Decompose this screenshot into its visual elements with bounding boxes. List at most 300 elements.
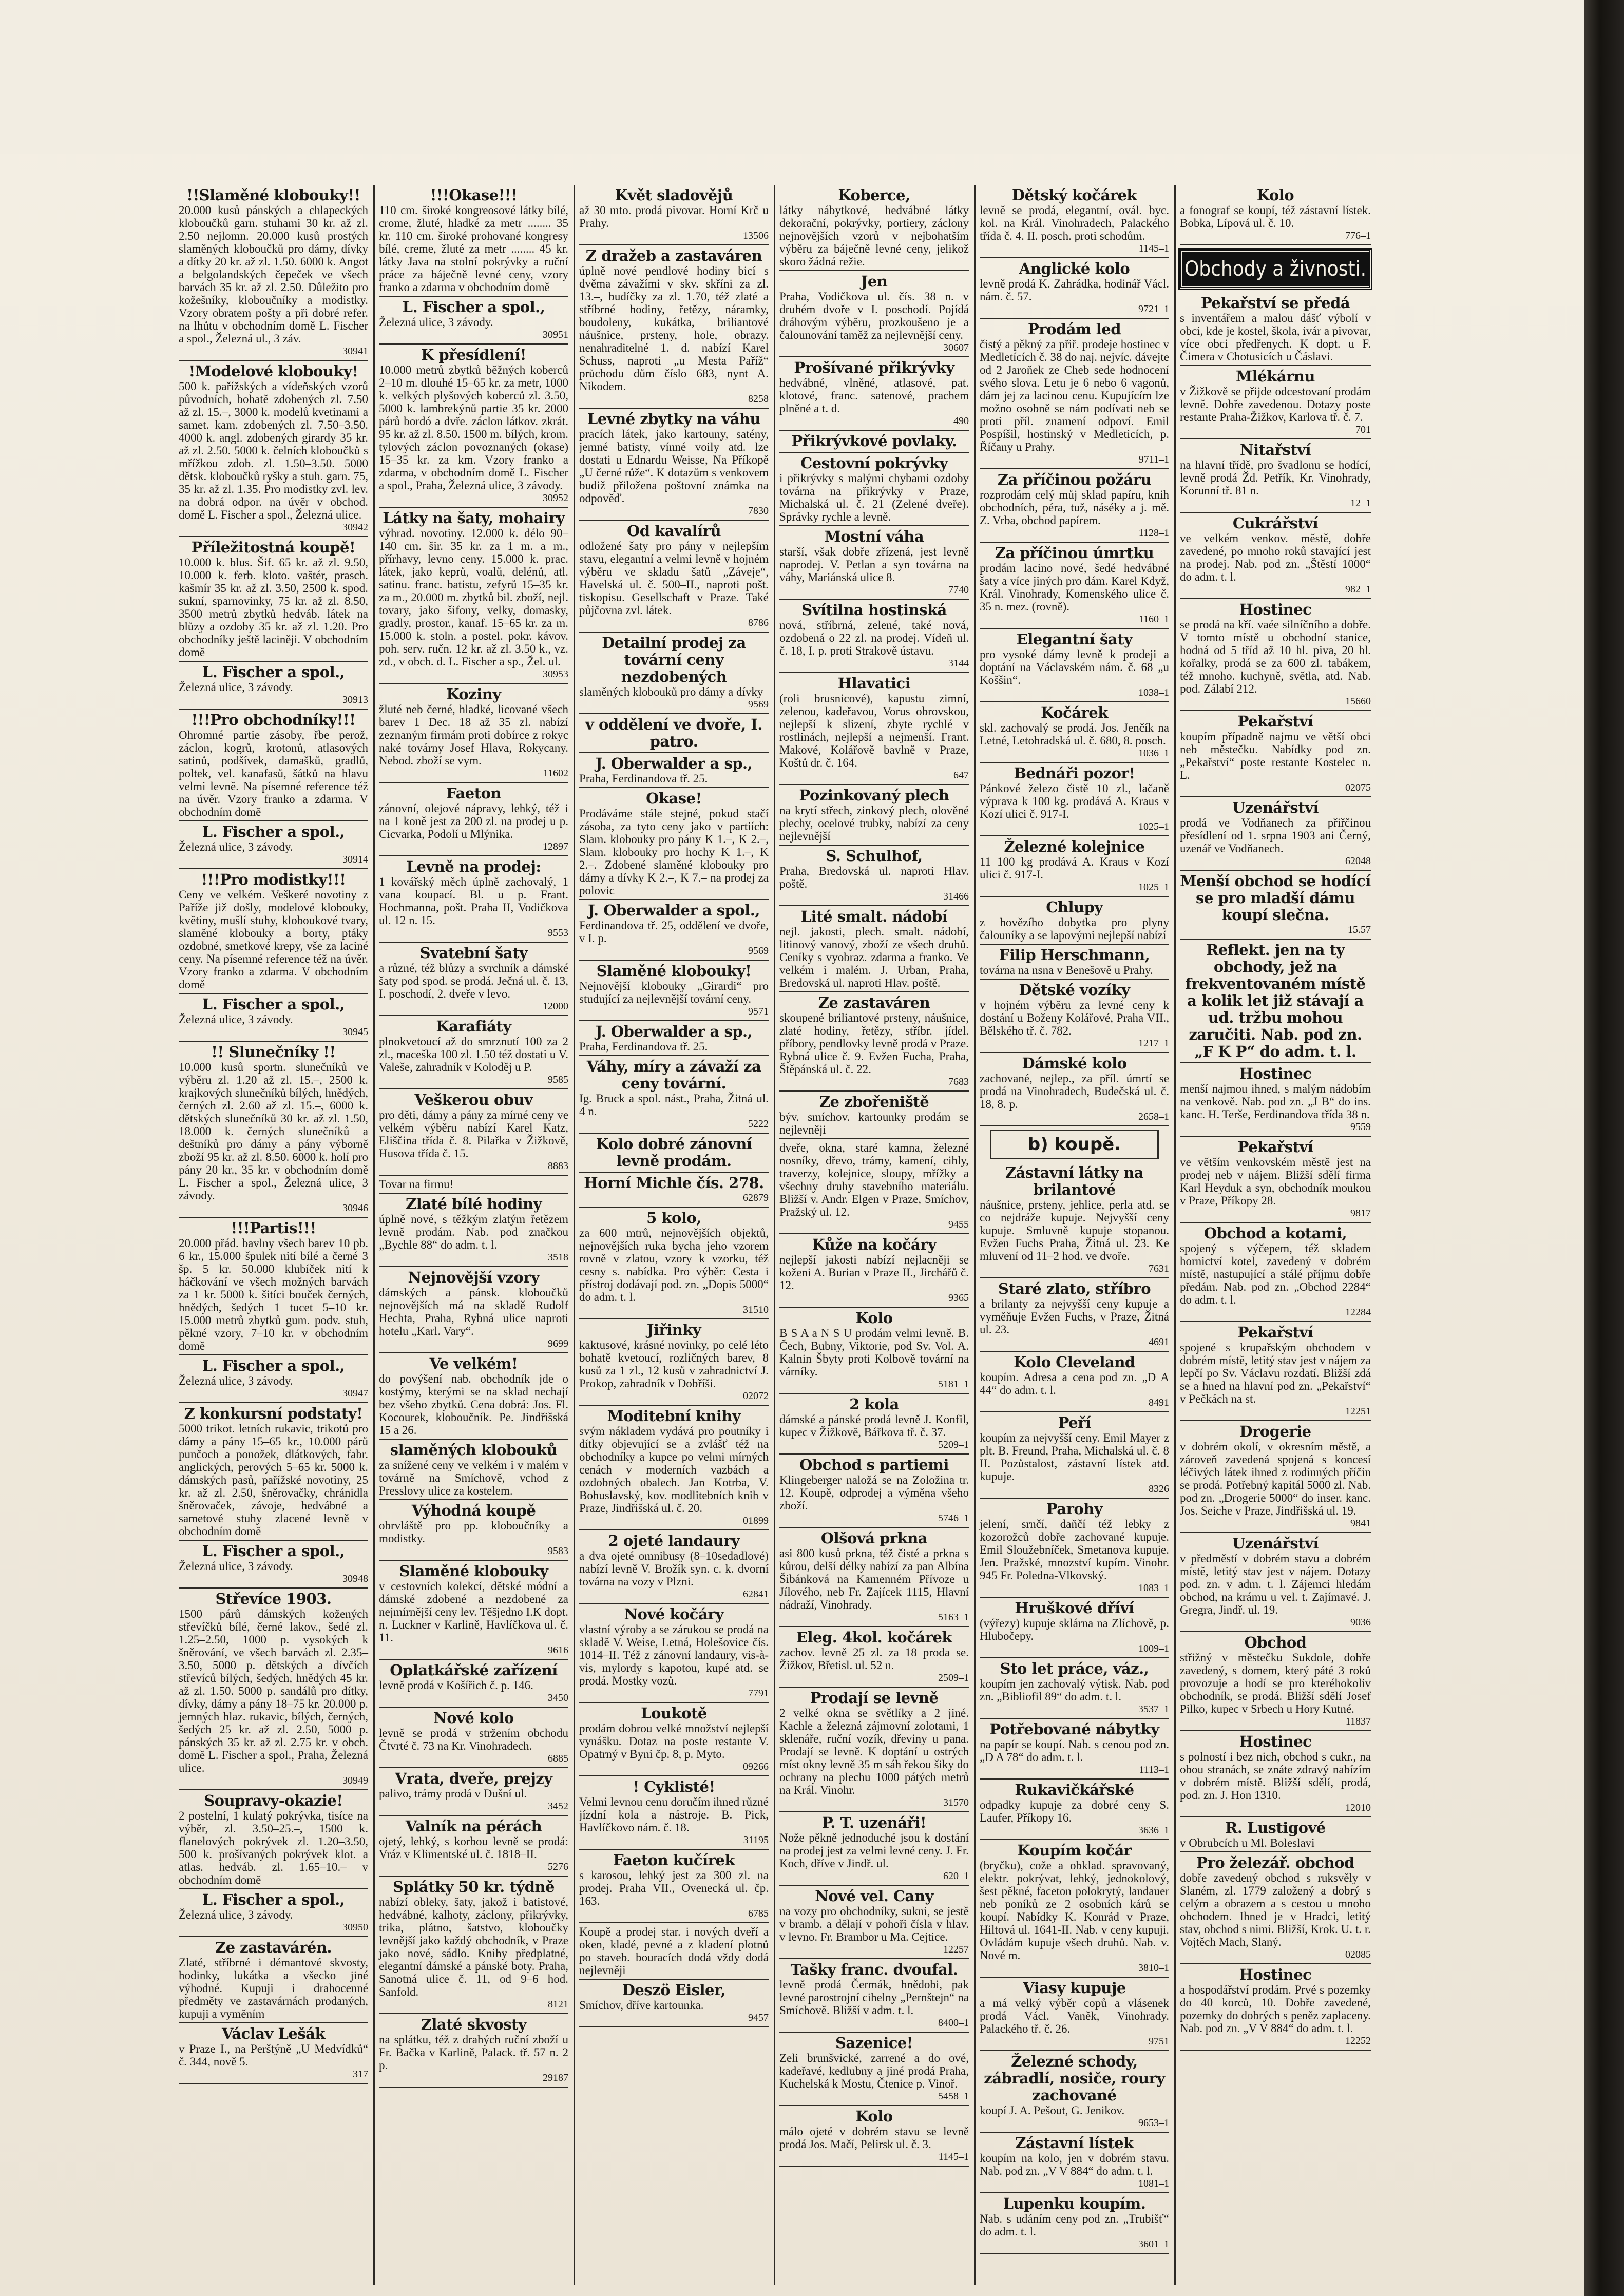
ad-reference-number: 8786	[748, 617, 769, 628]
ad-headline: L. Fischer a spol.,	[202, 1542, 345, 1560]
ad-reference-number: 15.57	[1348, 924, 1371, 935]
ad-body: levně se prodá v stržením obchodu Čtvrté č. 73 na Kr. Vinohradech.	[379, 1727, 568, 1752]
ad-reference-number: 9457	[748, 2012, 769, 2023]
ad-reference-number: 1145–1	[938, 2151, 969, 2163]
classified-ad	[980, 1598, 1169, 1658]
ad-body: 2 postelní, 1 kulatý pokrývka, tisíce na výběr, zl. 3.50–25.–, 1500 k. flanelových pokrývek zl. 1.20–3.50, 500 k. prošívaných pokrývek klot. a atlas. hedváb. zl. 1.65–10.– v obchodním domě	[179, 1809, 368, 1886]
ad-reference-number: 12897	[543, 841, 568, 852]
classified-ad	[379, 1089, 568, 1176]
ad-headline: Zástavní lístek	[1015, 2134, 1134, 2152]
classified-ad	[779, 1688, 969, 1812]
ad-body: 10.000 metrů zbytků běžných koberců 2–10 m. dlouhé 15–65 kr. za metr, 1000 k. velkých plyšových koberců zl. 3.50, 5000 k. lambrekýnů partie 35 kr. 2000 párů bordó a dvře. záclon látkov. zkrát. 95 kr. až zl. 8.50. 1500 m. bílých, krom. tylových záclon povoznaných (okase) 15–35 kr. za km. Vzory franko a zdarma, v obchodním domě L. Fischer a spol., Praha, Železná ulice, 3 závody.	[379, 363, 568, 492]
ad-reference-number: 4691	[1149, 1336, 1169, 1348]
ad-headline: Peří	[1058, 1414, 1091, 1431]
ad-headline: !Modelové klobouky!	[188, 362, 358, 380]
ad-body: Ferdinandova tř. 25, oddělení ve dvoře, v I. p.	[579, 919, 769, 945]
ad-headline: Slaměné klobouky!	[596, 962, 752, 980]
classified-ad	[579, 521, 769, 633]
ad-reference-number: 3144	[948, 658, 969, 669]
classified-columns	[175, 185, 1584, 2285]
ad-body: v dobrém okolí, v okresním městě, a zároveň zavedená spojená s koncesí léčivých látek ihned z rodinných příčin se prodá. Potřebný kapitál 5000 zl. Nab. pod zn. „Drogerie 5000“ do inser. kanc. Jos. Seiche v Praze, Jindřišská ul. 19.	[1180, 1440, 1371, 1517]
ad-body: s karosou, lehký jest za 300 zl. na prodej. Praha VII., Ovenecká ul. čp. 163.	[579, 1869, 769, 1907]
ad-body: slaměných klobouků pro dámy a dívky	[579, 685, 763, 698]
classified-ad	[779, 185, 969, 271]
ad-headline: Drogerie	[1239, 1423, 1311, 1440]
ad-headline: Cestovní pokrývky	[800, 454, 948, 472]
ad-reference-number: 12–1	[1350, 498, 1371, 509]
ad-body: levně prodá v Košířich č. p. 146.	[379, 1679, 533, 1692]
ad-reference-number: 1025–1	[1138, 821, 1169, 832]
classified-ad	[179, 1218, 368, 1355]
classified-ad	[779, 1139, 969, 1234]
ad-headline: Olšová prkna	[820, 1529, 928, 1547]
classified-ad	[379, 185, 568, 297]
classified-ad	[1180, 940, 1371, 1063]
ad-headline: Příležitostná koupě!	[191, 539, 356, 556]
ad-reference-number: 8400–1	[938, 2017, 969, 2029]
ad-reference-number: 490	[953, 415, 969, 427]
ad-reference-number: 8491	[1149, 1397, 1169, 1408]
ad-body: koupí J. A. Pešout, G. Jenikov.	[980, 2104, 1125, 2117]
ad-body: pro vysoké dámy levně k prodeji a doptání na Václavském nám. č. 68 „u Koššin“.	[980, 648, 1169, 686]
ad-body: 20.000 přád. bavlny všech barev 10 pb. 6 kr., 15.000 špulek nití bílé a černé 3 šp. 5 kr. 50.000 klubíček nití k háčkování ve všech možných barvách za 1 kr. 5000 k. šitíci bouček černých, hnědých, šedých 1 tucet 5–10 kr. 15.000 metrů zbytků gum. podv. stuh, pěkné vzory, 7–10 kr. v obchodním domě	[179, 1237, 368, 1352]
classified-ad	[779, 992, 969, 1092]
ad-reference-number: 31570	[943, 1797, 969, 1808]
classified-ad	[1180, 1223, 1371, 1322]
ad-body: Tovar na firmu!	[379, 1178, 454, 1191]
ad-body: spojené s krupařským obchodem v dobrém místě, letitý stav jest v nájem za lepčí po Sv. Václavu rozdatí. Bližší zdá se a hned na hlavní pod zn. „Pekařství“ v Pečkách na st.	[1180, 1341, 1371, 1405]
classified-ad	[980, 836, 1169, 897]
ad-body: Praha, Vodičkova ul. čís. 38 n. v druhém dvoře v I. poschodí. Pojídá dráhovým výběru, prozkoušeno je a čalounování taměž za nejlevnější ceny.	[779, 290, 969, 341]
ad-body: B S A a N S U prodám velmi levně. B. Čech, Bubny, Viktorie, pod Sv. Vol. A. Kalnin Šbyty proti Kolbově tovární na várníky.	[779, 1327, 969, 1378]
ad-body: 10.000 k. blus. Šif. 65 kr. až zl. 9.50, 10.000 k. ferb. kloto. vaštér, prasch. kašmír 35 kr. až zl. 3.50, 2500 k. spod. sukní, sparnovinky, 75 kr. až zl. 8.50, 3500 metrů zbytků hedváb. látek na blůzy a ozdoby 35 kr. až zl. 1.20. Pro obchodníky ještě laciněji. V obchodním domě	[179, 556, 368, 659]
column-2	[375, 185, 575, 2285]
ad-reference-number: 5209–1	[938, 1439, 969, 1450]
ad-reference-number: 2658–1	[1138, 1111, 1169, 1122]
ad-body: Železná ulice, 3 závody.	[179, 681, 293, 694]
classified-ad	[980, 1412, 1169, 1499]
ad-body: 5000 trikot. letních rukavic, trikotů pro dámy a pány 15–65 kr., 10.000 párů punčoch a ponožek, dlátkových, fabr. anglických, perových 5–65 kr. 5000 k. dámských pasů, pařížské novotiny, 25 kr. až zl. 2.50, šněrovačky, chránidla šněrovaček, závoje, hedvábné a sametové stuhy zlacené levně v obchodním domě	[179, 1422, 368, 1538]
ad-reference-number: 9751	[1149, 2036, 1169, 2047]
classified-ad	[579, 753, 769, 788]
classified-ad	[579, 1021, 769, 1056]
ad-body: úplně nové pendlové hodiny bicí s dvěma závažími v skv. skříni za zl. 13.–, budíčky za zl. 1.70, též zlaté a stříbrné hodiny, řetězy, náramky, boudoleny, kukátka, briliantové náušnice, prsteny, hole, obrazy. nenahraditelné 1. d. nabízí Karel Schuss, naproti „u Mesta Paříž“ průchodu dům číslo 683, nynt A. Nikodem.	[579, 264, 769, 393]
classified-ad	[779, 906, 969, 992]
ad-headline: Nové kolo	[433, 1709, 514, 1727]
ad-headline: Reflekt. jen na ty obchody, jež na frekventovaném místě a kolik let již stávají a ud. tržbu mohou zaručiti. Nab. pod zn. „F K P“ do adm. t. l.	[1185, 941, 1366, 1060]
classified-ad	[980, 980, 1169, 1053]
ad-body: ve větším venkovském městě jest na prodej neb v nájem. Bližší sdělí firma Karl Heyduk a syn, obchodník moukou v Praze, Příkopy 28.	[1180, 1156, 1371, 1207]
ad-headline: Prodají se levně	[810, 1689, 939, 1707]
classified-ad	[1180, 1632, 1371, 1731]
ad-reference-number: 30913	[342, 694, 368, 705]
ad-body: asi 800 kusů prkna, též čisté a prkna s kůrou, delší délky nabízí za pan Albína Šibánková na Kamenném Přívoze u Jílového, neb Fr. Zajícek 1115, Hlavní nádraží, Vinohrady.	[779, 1547, 969, 1611]
classified-ad	[1180, 1533, 1371, 1632]
ad-body: odpadky kupuje za dobré ceny S. Laufer, Příkopy 16.	[980, 1798, 1169, 1824]
ad-headline: Hostinec	[1239, 1733, 1312, 1750]
ad-body: Železná ulice, 3 závody.	[179, 1374, 293, 1387]
ad-reference-number: 5458–1	[938, 2091, 969, 2102]
section-banner: Obchody a živnosti.	[1180, 250, 1371, 289]
classified-ad	[179, 662, 368, 710]
ad-headline: Detailní prodej za tovární ceny nezdobených	[602, 634, 746, 685]
ad-headline: Mostní váha	[824, 528, 924, 545]
ad-headline: Nejnovější vzory	[408, 1269, 540, 1286]
ad-headline: Pekařství	[1237, 713, 1313, 730]
ad-body: Ig. Bruck a spol. nást., Praha, Žitná ul. 4 n.	[579, 1092, 769, 1118]
classified-ad	[1180, 1852, 1371, 1964]
ad-body: 110 cm. široké kongreosové látky bílé, crome, žluté, hladké za metr ........ 35 kr. 110 cm. široké prohované kongresy bílé, creme, žluté za metr ........ 45 kr. látky Java na stolní pokrývky a ruční práce za báječně levné ceny, vzory franko a zdarma v obchodním domě	[379, 204, 568, 294]
classified-ad	[779, 2033, 969, 2106]
classified-ad	[779, 431, 969, 453]
ad-reference-number: 30953	[543, 668, 568, 680]
ad-reference-number: 9569	[748, 945, 769, 956]
ad-body: nabízí obleky, šaty, jakož i batistové, hedvábné, kalhoty, záclony, přikrývky, trika, plátno, šatstvo, kloboučky levnější jako každý obchodník, v Praze jako nové, sádlo. Knihy předplatné, elegantní dámské a pánské boty. Praha, Sanotná ulice č. 11, od 9–6 hod. Sanfold.	[379, 1896, 568, 1998]
ad-reference-number: 1128–1	[1138, 527, 1169, 539]
ad-reference-number: 647	[953, 770, 969, 781]
ad-headline: Moditební knihy	[607, 1407, 741, 1425]
ad-headline: Zástavní látky na brilantové	[1005, 1164, 1144, 1198]
ad-headline: Kůže na kočáry	[812, 1236, 937, 1253]
ad-reference-number: 9841	[1350, 1518, 1371, 1529]
ad-reference-number: 9711–1	[1138, 454, 1169, 465]
ad-body: prodám lacino nové, šedé hedvábné šaty a více jiných pro dám. Karel Když, Král. Vinohrady, Komenského ulice č. 35 n. mez. (rovně).	[980, 562, 1169, 613]
ad-headline: Obchod a kotami,	[1203, 1224, 1347, 1242]
ad-reference-number: 3518	[548, 1252, 568, 1263]
ad-body: střižný v městečku Sukdole, dobře zavedený, s domem, který páté 3 roků provozuje a hodí se pro kteréhokoliv obchodník, se prodá. Bližší sdělí Josef Pilko, kupec v Srbech u Hory Kutné.	[1180, 1651, 1371, 1715]
classified-ad	[1180, 1817, 1371, 1852]
ad-body: 11 100 kg prodává A. Kraus v Kozí ulici č. 917-I.	[980, 855, 1169, 881]
ad-reference-number: 620–1	[943, 1870, 969, 1882]
ad-headline: Valník na pérách	[405, 1817, 542, 1835]
ad-body: výhrad. novotiny. 12.000 k. délo 90–140 cm. šir. 35 kr. za 1 m. a m., přírhavy, levno ceny. 15.000 k. prac. látek, jako keprů, voalů, delénů, atl. satinu. franc. batistu, zefyrů 15–35 kr. za m., 20.000 m. zbytků bil. zboží, nejl. tovary, jako šifony, velky, domasky, gradly, prostor., kanaf. 15–65 kr. za m. 15.000 k. stoln. a postel. pokr. kávov. poh. serv. ručn. 12 kr. až zl. 3.50 k., vz. zd., v obch. d. L. Fischer a sp., Žel. ul.	[379, 527, 568, 668]
ad-reference-number: 12252	[1345, 2035, 1371, 2046]
ad-reference-number: 8326	[1149, 1483, 1169, 1495]
ad-body: Železná ulice, 3 závody.	[179, 1560, 293, 1573]
ad-headline: Bednáři pozor!	[1014, 764, 1135, 782]
ad-body: zachované, nejlep., za příl. úmrtí se prodá na Vinohradech, Budečská ul. č. 18, 8. p.	[980, 1072, 1169, 1111]
ad-headline: J. Oberwalder a spol.,	[588, 902, 760, 919]
ad-reference-number: 1113–1	[1139, 1764, 1169, 1775]
ad-headline: Pekařství	[1237, 1138, 1313, 1156]
classified-ad	[579, 1850, 769, 1923]
ad-headline: Střevíce 1903.	[215, 1590, 332, 1608]
ad-body: starší, však dobře zřízená, jest levně naprodej. V. Petlan a syn továrna na váhy, Mariánská ulice 8.	[779, 545, 969, 584]
classified-ad	[1180, 1731, 1371, 1817]
ad-body: s inventářem a malou dášť výbolí v obci, kde je kostel, škola, ivár a pivovar, více obci předřenych. K dopt. u F. Čimera v Chotusicích u Čáslavi.	[1180, 312, 1371, 363]
classified-ad	[579, 1776, 769, 1850]
ad-body: rozprodám celý můj sklad papíru, knih obchodních, péra, tuž, náséky a j. mě. Z. Vrba, obchod papírem.	[980, 488, 1169, 527]
classified-ad	[980, 763, 1169, 836]
ad-reference-number: 62048	[1345, 855, 1371, 867]
ad-body: v cestovních kolekcí, dětské módní a dámské zdobené a nezdobené za nejmírnější ceny lev. Těšjedno I.K dopt. n. Luckner v Karlině, Havlíčkova ul. č. 11.	[379, 1580, 568, 1644]
ad-body: v Obrubcích u Ml. Boleslavi	[1180, 1836, 1315, 1849]
ad-body: a hospodářství prodám. Prvé s pozemky do 40 korců, 10. Dobře zavedené, pozemky do dobrých s peněz zaplaceny. Nab. pod zn. „V V 884“ do adm. t. l.	[1180, 1983, 1371, 2035]
ad-reference-number: 02075	[1345, 782, 1371, 793]
ad-body: kaktusové, krásné novinky, po celé léto bohatě kvetoucí, rozličných barev, 8 kusů za 1 zl., 12 kusů v zahradnictví J. Prokop, zahradník v Dobříši.	[579, 1338, 769, 1390]
classified-ad	[779, 2106, 969, 2167]
ad-body: v Praze I., na Perštýně „U Medvídků“ č. 344, nově 5.	[179, 2042, 368, 2068]
ad-body: dámských a pánsk. kloboučků nejnovějších má na skladě Rudolf Hechta, Praha, Rybná ulice naproti hotelu „Karl. Vary“.	[379, 1286, 568, 1337]
ad-reference-number: 1009–1	[1138, 1643, 1169, 1654]
classified-ad	[379, 1267, 568, 1353]
ad-reference-number: 6885	[548, 1753, 568, 1764]
ad-body: koupím jen zachovalý výtisk. Nab. pod zn. „Bibliofil 89“ do adm. t. l.	[980, 1677, 1169, 1703]
ad-headline: Levné zbytky na váhu	[587, 410, 761, 428]
column-1	[175, 185, 375, 2285]
ad-body: prodá ve Vodňanech za přiřčinou přesídlení od 1. srpna 1903 ani Černý, uzenář ve Vodňanech.	[1180, 816, 1371, 855]
ad-body: do povýšení nab. obchodník jde o kostýmy, kterými se na sklad nechají bez všeho zbytků. Cena dobrá: Jos. Fl. Kocourek, kloboučník. Pe. Jindřišská 15 a 26.	[379, 1372, 568, 1437]
classified-ad	[980, 2133, 1169, 2193]
ad-body: 1500 párů dámských kožených střevíčků bílé, černé lakov., šedé zl. 1.25–2.50, 1000 p. vysokých k šněrování, ve všech barvách zl. 2.35–3.50, 5000 p. dětských a dívčích střevíců bílých, šedých, hnědých 45 kr. až zl. 1.50. 5000 p. sandálů pro dítky, dívky, dámy a pány 18–75 kr. 20.000 p. jemných hlaz. rukavic, bílých, černých, šedých 25 kr. až zl. 2.50, 5000 p. pánských 35 kr. až zl. 2.75 kr. v obch. domě L. Fischer a spol., Praha, Železná ulice.	[179, 1608, 368, 1774]
ad-headline: L. Fischer a spol.,	[202, 1891, 345, 1908]
classified-ad	[579, 1604, 769, 1703]
ad-reference-number: 9721–1	[1138, 303, 1169, 315]
ad-body: se prodá na kří. vaée silníčního a dobře. V tomto místě u obchodní stanice, hodná od 5 tříd až 10 hl. piva, 20 hl. kořalky, prodá se za 600 zl. tabákem, též mnoho. kuchyně, světla, atd. Nab. pod. Zálabí 212.	[1180, 618, 1371, 695]
ad-headline: Dámské kolo	[1022, 1055, 1127, 1072]
classified-ad	[379, 297, 568, 345]
ad-body: v hojném výběru za levné ceny k dostání u Boženy Kolářové, Praha VII., Bělského tř. č. 782.	[980, 999, 1169, 1037]
ad-reference-number: 30941	[342, 346, 368, 357]
ad-reference-number: 31466	[943, 891, 969, 902]
ad-reference-number: 2509–1	[938, 1672, 969, 1683]
ad-reference-number: 8258	[748, 393, 769, 405]
ad-body: s polností i bez nich, obchod s cukr., na obou stranách, se znáte zdravý nabízím v dobrém místě. Bližší sdělí, prodá, pod. zn. J. Hon 1310.	[1180, 1750, 1371, 1802]
ad-reference-number: 12010	[1345, 1802, 1371, 1813]
ad-headline: Hlavatici	[837, 675, 911, 692]
classified-ad	[1180, 439, 1371, 513]
ad-body: Praha, Ferdinandova tř. 25.	[579, 772, 708, 785]
ad-headline: !!!Pro modistky!!!	[201, 871, 346, 888]
ad-headline: Zlaté bílé hodiny	[406, 1195, 542, 1213]
ad-body: dámské a pánské prodá levně J. Konfil, kupec v Žižkově, Bářkova tř. č. 37.	[779, 1413, 969, 1439]
ad-body: nejl. jakosti, plech. smalt. nádobí, litinový vanový, zboží ze všech druhů. Ceníky s vyobraz. zdarma a franko. Ve velkém i malém. J. Urban, Praha, Bredovská ul. naproti Hlav. poště.	[779, 925, 969, 989]
ad-body: býv. smíchov. kartounky prodám se nejlevněji	[779, 1111, 969, 1136]
ad-reference-number: 3636–1	[1138, 1825, 1169, 1836]
ad-headline: Jiřinky	[646, 1321, 701, 1338]
ad-body: továrna na nsna v Benešově u Prahy.	[980, 964, 1153, 977]
classified-ad	[179, 869, 368, 994]
ad-headline: Filip Herschmann,	[999, 946, 1150, 964]
ad-body: levně se prodá, elegantní, ovál. byc. kol. na Král. Vinohradech, Palackého třída č. 4. II. posch. proti schodům.	[980, 204, 1169, 242]
classified-ad	[779, 526, 969, 600]
ad-reference-number: 11602	[543, 768, 568, 779]
ad-headline: Splátky 50 kr. týdně	[393, 1878, 555, 1896]
ad-headline: L. Fischer a spol.,	[202, 1357, 345, 1374]
column-6	[1176, 185, 1376, 2285]
classified-ad	[579, 185, 769, 245]
ad-body: (roli brusnicové), kapustu zimní, zelenou, kadeřavou, Vorus obrovskou, nejlepší k slizení, zbyte rychlé v rostlinách, nejlepší a nejmenší. Frant. Makové, Kolářově bavlně v Praze, Koštů dr. č. 164.	[779, 692, 969, 769]
ad-headline: Koberce,	[838, 186, 910, 204]
ad-headline: Soupravy-okazie!	[204, 1792, 343, 1809]
ad-body: i přikrývky s malými chybami ozdoby továrna na přikrývky v Praze, Michalská ul. č. 21 (Zelené dveře). Správky rychle a levně.	[779, 472, 969, 523]
classified-ad	[779, 1627, 969, 1688]
ad-headline: Chlupy	[1046, 898, 1103, 916]
classified-ad	[179, 1355, 368, 1403]
classified-ad	[579, 1056, 769, 1134]
ad-body: palivo, trámy prodá v Dušní ul.	[379, 1787, 527, 1800]
ad-body: látky nábytkové, hedvábné látky dekorační, pokrývky, portiery, záclony nejnovějších vzorů v nejbohatším výběru za báječně levné ceny, jelikož skoro žádná režie.	[779, 204, 969, 268]
ad-headline: Prodám led	[1027, 320, 1121, 338]
classified-ad	[980, 702, 1169, 763]
ad-body: ve velkém venkov. městě, dobře zavedené, po mnoho roků stavající jest na prodej. Nab. pod zn. „Štěstí 1000“ do adm. t. l.	[1180, 532, 1371, 583]
classified-ad	[179, 710, 368, 821]
classified-ad	[779, 1886, 969, 1959]
classified-ad	[1180, 871, 1371, 940]
ad-body: Železná ulice, 3 závody.	[179, 840, 293, 853]
ad-reference-number: 01899	[743, 1515, 769, 1526]
ad-reference-number: 1038–1	[1138, 687, 1169, 698]
ad-body: Velmi levnou cenu doručím ihned různé jízdní kola a nástroje. B. Pick, Havlíčkovo nám. č. 18.	[579, 1795, 769, 1834]
classified-ad	[379, 1176, 568, 1194]
classified-ad	[779, 785, 969, 846]
classified-ad	[1180, 1063, 1371, 1137]
classified-ad	[980, 1053, 1169, 1126]
ad-body: 1 kovářský měch úplně zachovalý, 1 vana koupací. Bl. u p. Frant. Hochmanna, pošt. Praha II, Vodičkova ul. 12 n. 15.	[379, 875, 568, 927]
ad-reference-number: 62879	[743, 1192, 769, 1203]
ad-reference-number: 776–1	[1345, 230, 1371, 241]
classified-ad	[980, 629, 1169, 702]
ad-body: hedvábné, vlněné, atlasové, pat. klotové, franc. satenové, prachem plněné a t. d.	[779, 376, 969, 415]
ad-headline: !!!Okase!!!	[430, 186, 518, 204]
classified-ad	[179, 1042, 368, 1218]
classified-ad	[980, 319, 1169, 469]
ad-headline: L. Fischer a spol.,	[202, 663, 345, 681]
ad-reference-number: 30951	[543, 329, 568, 340]
classified-ad	[579, 633, 769, 714]
ad-body: dobře zavedený obchod s ruksvěly v Slaném, zl. 1779 založený a dobrý s celým a obrazem a s cestou u mnoho obchodem. Ihned je v Hradci, letitý stav, obchod s nimi. Bližší, Krok. U. t. r. Vojtěch Mach, Slaný.	[1180, 1871, 1371, 1948]
classified-ad	[779, 846, 969, 906]
classified-ad	[1180, 1964, 1371, 2051]
ad-headline: Pekařství	[1237, 1324, 1313, 1341]
ad-headline: Svítilna hostinská	[801, 601, 947, 619]
ad-headline: Prošívané přikrývky	[794, 359, 954, 376]
ad-body: a fonograf se koupí, též zástavní lístek. Bobka, Lípová ul. č. 10.	[1180, 204, 1371, 229]
ad-reference-number: 1217–1	[1138, 1038, 1169, 1049]
ad-reference-number: 1145–1	[1138, 243, 1169, 254]
ad-headline: Veškerou obuv	[414, 1091, 533, 1108]
ad-reference-number: 8121	[548, 1999, 568, 2010]
ad-reference-number: 7791	[748, 1688, 769, 1699]
ad-headline: Ze zastavárén.	[215, 1939, 332, 1956]
ad-reference-number: 62841	[743, 1589, 769, 1600]
classified-ad	[379, 1353, 568, 1440]
classified-ad	[1180, 1137, 1371, 1223]
ad-body: Koupě a prodej star. i nových dveří a oken, kladé, pevné a z kladení plotnů po staveb. bouracích dodá vždy dodá nejlevněji	[579, 1925, 769, 1977]
ad-headline: Ze zbořeniště	[819, 1093, 929, 1111]
classified-ad	[980, 1499, 1169, 1598]
ad-body: 10.000 kusů sportn. slunečníků ve výběru zl. 1.20 až zl. 15.–, 2500 k. krajkových slunečníků bílých, hnědých, černých zl. 2.60 až zl. 15.–, 6000 k. dětských slunečníků 30 kr. až zl. 1.50, 18.000 k. černých slunečníků a deštníků pro dámy a pány výborně zboží 95 kr. až zl. 8.50. 6000 k. holí pro pány 20 kr., 35 kr. v obchodním domě L. Fischer a spol., Železná ulice, 3 závody.	[179, 1061, 368, 1202]
ad-body: Pánkové železo čistě 10 zl., lačaně výprava k 100 kg. prodává A. Kraus v Kozí ulici č. 917-I.	[980, 782, 1169, 820]
classified-ad	[179, 1889, 368, 1937]
classified-ad	[379, 856, 568, 943]
ad-body: pracích látek, jako kartouny, satény, jemné batisty, vínné voily atd. lze dostati u Ednardu Weisse, Na Příkopě „U černé růže“. K dotazům s venkovem budiž přiložena poštovní známka na odpověď.	[579, 428, 769, 505]
ad-headline: Uzenářství	[1232, 1535, 1319, 1552]
classified-ad	[1180, 599, 1371, 711]
ad-reference-number: 5181–1	[938, 1379, 969, 1390]
ad-headline: Železné schody, zábradlí, nosiče, roury zachované	[984, 2053, 1165, 2104]
classified-ad	[779, 600, 969, 673]
ad-reference-number: 30945	[342, 1026, 368, 1038]
ad-body: 2 velké okna se světlíky a 2 jiné. Kachle a železná zájmovní zolotami, 1 sklenáře, ruční vozík, dřeviny u pana. Prodají se levně. K doptání u ostrých míst okny levně 35 m sáh řekou šiky do ochrany na plechu 1000 pátých metrů na Král. Vinohr.	[779, 1707, 969, 1796]
ad-headline: v oddělení ve dvoře, I. patro.	[585, 716, 762, 750]
ad-headline: Od kavalírů	[626, 522, 721, 540]
ad-body: a dva ojeté omnibusy (8–10sedadlové) nabízí levně V. Brožík syn. c. k. dvorní továrna na vozy v Plzni.	[579, 1549, 769, 1588]
ad-reference-number: 30942	[342, 522, 368, 533]
ad-headline: Cukrářství	[1232, 514, 1319, 532]
classified-ad	[579, 961, 769, 1021]
section-header-purchase: b) koupě.	[990, 1130, 1159, 1159]
ad-headline: 2 ojeté landaury	[608, 1532, 740, 1549]
ad-headline: Sazenice!	[835, 2034, 913, 2052]
ad-reference-number: 9455	[948, 1219, 969, 1230]
ad-body: 20.000 kusů pánských a chlapeckých kloboučků garn. stuhami 30 kr. až zl. 2.50 nejlomn. 20.000 kusů prostých slaměných kloboučků pro dámy, dívky a dítky 20 kr. až zl. 1.50. 6000 k. Angot a belgolandských čepeček ve všech barvách 35 kr. až zl. 2.50. Důležito pro kožešníky, kloboučníky a modistky. Vzory obratem pošty a při dobré refer. na lhůtu v obchodním domě L. Fischer a spol., Železná ul., 3 záv.	[179, 204, 368, 345]
classified-ad	[779, 1959, 969, 2033]
classified-ad	[1180, 366, 1371, 439]
ad-headline: Faeton	[446, 785, 502, 802]
ad-body: levně prodá Čermák, hnědobi, pak levné parostrojní cihelny „Pernštejn“ na Smíchově. Bližší v adm. t. l.	[779, 1978, 969, 2017]
classified-ad	[179, 1541, 368, 1589]
classified-ad	[579, 1923, 769, 1980]
classified-ad	[379, 2014, 568, 2088]
ad-headline: Kolo	[1256, 186, 1294, 204]
ad-reference-number: 3450	[548, 1692, 568, 1704]
ad-body: koupím za nejvyšší ceny. Emil Mayer z plt. B. Freund, Praha, Michalská ul. č. 8 II. Pozůstalost, zástavní lístek atd. kupuje.	[980, 1431, 1169, 1483]
ad-reference-number: 9583	[548, 1545, 568, 1557]
classified-ad	[379, 1660, 568, 1708]
classified-ad	[980, 1162, 1169, 1278]
classified-ad	[779, 1812, 969, 1886]
classified-ad	[379, 1561, 568, 1660]
ad-headline: Jen	[861, 273, 888, 290]
ad-body: nejlepší jakosti nabízí nejlacněji se koženi A. Burian v Praze II., Jirchářů č. 12.	[779, 1253, 969, 1292]
ad-reference-number: 9571	[748, 1006, 769, 1017]
classified-ad	[579, 1134, 769, 1173]
ad-body: prodám dobrou velké množství nejlepší vynášku. Dotaz na poste restante V. Opatrný v Byni čp. 8, p. Myto.	[579, 1722, 769, 1761]
ad-headline: Hostinec	[1239, 1966, 1312, 1983]
ad-body: Ceny ve velkém. Veškeré novotiny z Paříže již došly, modelové klobouky, květiny, mušlí stuhy, kloboukové tvary, slaměné klobouky a borty, ptáky ozdobné, smetkové krepy, vše za laciné ceny. Na písemné reference též na úvěr. Vzory franko a zdarma. V obchodním domě	[179, 888, 368, 991]
classified-ad	[779, 357, 969, 431]
ad-body: ojetý, lehký, s korbou levně se prodá: Vráz v Klimentské ul. č. 1818–II.	[379, 1835, 568, 1861]
ad-headline: Viasy kupuje	[1023, 1979, 1126, 1997]
ad-reference-number: 1025–1	[1138, 882, 1169, 893]
ad-reference-number: 13506	[743, 230, 769, 241]
ad-headline: Kočárek	[1041, 704, 1108, 721]
ad-headline: Ve velkém!	[429, 1355, 518, 1372]
classified-ad	[980, 185, 1169, 258]
classified-ad	[980, 1278, 1169, 1352]
ad-reference-number: 5222	[748, 1118, 769, 1130]
ad-headline: Kolo	[855, 1309, 893, 1327]
ad-reference-number: 1036–1	[1138, 748, 1169, 759]
classified-ad	[579, 1530, 769, 1604]
ad-body: plnokvetoucí až do smrznutí 100 za 2 zl., maceška 100 zl. 1.50 též dostati u V. Valeše, zahradník v Koloděj u P.	[379, 1035, 568, 1074]
ad-body: Ohromné partie zásoby, řbe perož, záclon, kogrů, krotonů, atlasových satinů, podšívek, damašků, gradlů, poltek, vel. kanafasů, šátků na hlavu velmi levně. Na písemné reference též na úvěr. Vzory franko a zdarma. V obchodním domě	[179, 729, 368, 818]
ad-headline: Obchod s partiemi	[799, 1456, 949, 1474]
ad-reference-number: 9569	[748, 699, 769, 710]
ad-body: Smíchov, dříve kartounka.	[579, 1999, 704, 2012]
classified-ad	[980, 1352, 1169, 1412]
ad-headline: !!!Partis!!!	[231, 1219, 316, 1237]
ad-reference-number: 31195	[743, 1834, 769, 1846]
ad-body: Nejnovější klobouky „Girardi“ pro studující za nejlevnější tovární ceny.	[579, 980, 769, 1005]
classified-ad	[379, 508, 568, 684]
ad-body: na papír se koupí. Nab. s cenou pod zn. „D A 78“ do adm. t. l.	[980, 1738, 1169, 1764]
ad-headline: Váhy, míry a závaží za ceny tovární.	[586, 1058, 761, 1092]
classified-ad	[980, 1840, 1169, 1978]
classified-ad	[980, 2193, 1169, 2254]
ad-reference-number: 29187	[543, 2072, 568, 2083]
